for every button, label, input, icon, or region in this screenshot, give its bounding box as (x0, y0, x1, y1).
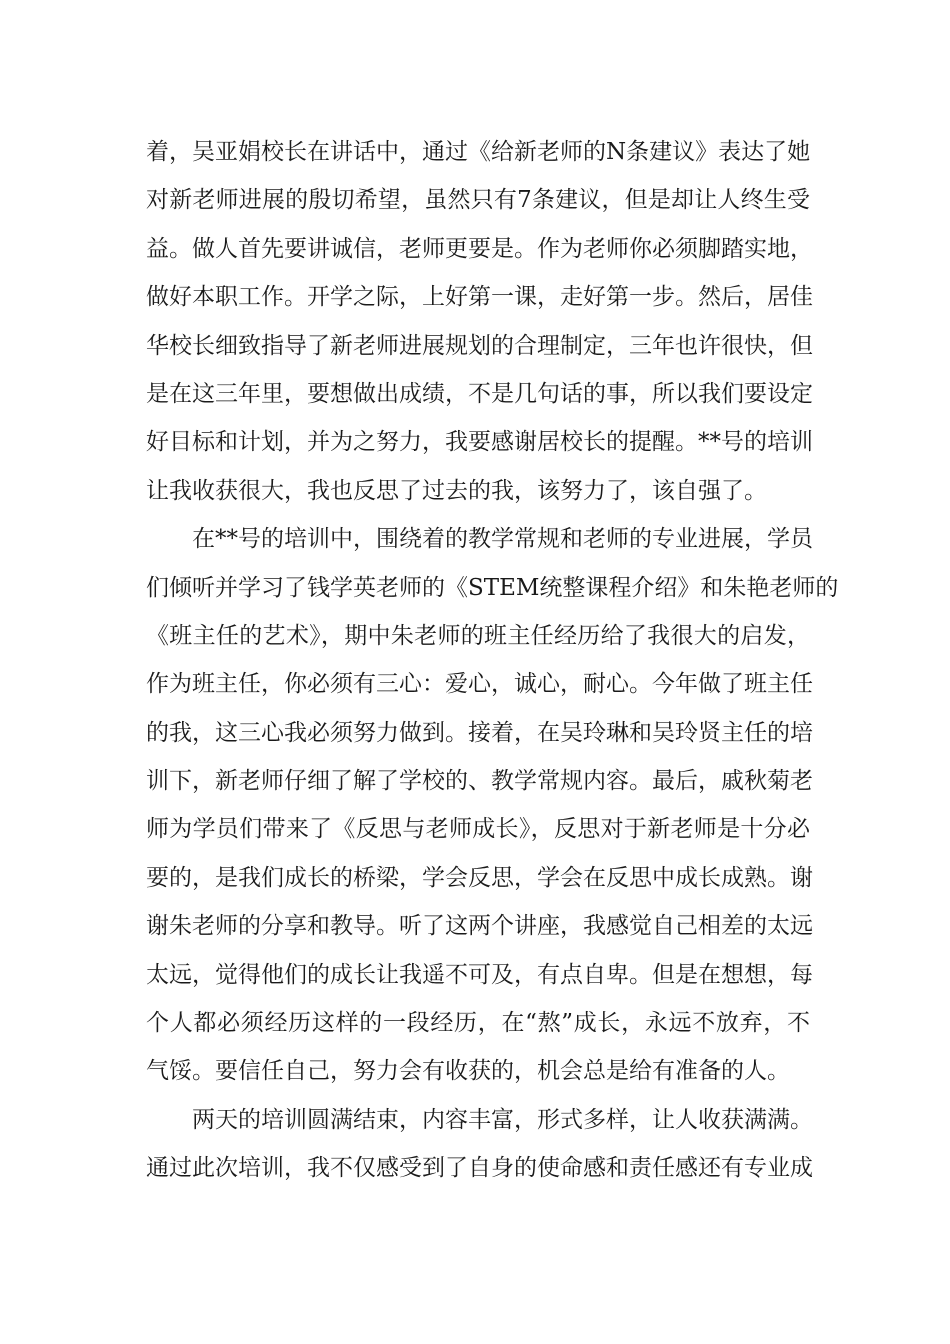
text-line: 作为班主任，你必须有三心：爱心，诚心，耐心。今年做了班主任 (146, 671, 813, 698)
text-line: 气馁。要信任自己，努力会有收获的，机会总是给有准备的人。 (146, 1058, 790, 1085)
text-line: 做好本职工作。开学之际，上好第一课，走好第一步。然后，居佳 (146, 284, 813, 311)
text-line: 个人都必须经历这样的一段经历，在“熬”成长，永远不放弃，不 (146, 1010, 810, 1037)
text-line: 是在这三年里，要想做出成绩，不是几句话的事，所以我们要设定 (146, 380, 813, 407)
paragraph-3 (146, 1096, 813, 1193)
text-line: 对新老师进展的殷切希望，虽然只有7条建议，但是却让人终生受 (146, 187, 810, 214)
body-text (146, 128, 839, 1193)
paragraph-1 (146, 128, 813, 515)
text-line: 在**号的培训中，围绕着的教学常规和老师的专业进展，学员 (192, 526, 813, 553)
text-line: 着，吴亚娟校长在讲话中，通过《给新老师的N条建议》表达了她 (146, 139, 811, 165)
paragraph-2 (146, 515, 839, 1096)
text-line: 训下，新老师仔细了解了学校的、教学常规内容。最后，戚秋菊老 (146, 768, 813, 795)
text-line: 通过此次培训，我不仅感受到了自身的使命感和责任感还有专业成 (146, 1155, 813, 1182)
text-line: 谢朱老师的分享和教导。听了这两个讲座，我感觉自己相差的太远 (146, 913, 813, 940)
text-line: 要的，是我们成长的桥梁，学会反思，学会在反思中成长成熟。谢 (146, 864, 813, 891)
text-line: 的我，这三心我必须努力做到。接着，在吴玲琳和吴玲贤主任的培 (146, 719, 813, 746)
text-line: 师为学员们带来了《反思与老师成长》，反思对于新老师是十分必 (146, 816, 810, 843)
text-line: 们倾听并学习了钱学英老师的《STEM统整课程介绍》和朱艳老师的 (146, 574, 839, 601)
text-line: 太远，觉得他们的成长让我遥不可及，有点自卑。但是在想想，每 (146, 961, 813, 988)
text-line: 两天的培训圆满结束，内容丰富，形式多样，让人收获满满。 (192, 1106, 813, 1133)
text-line: 让我收获很大，我也反思了过去的我，该努力了，该自强了。 (146, 477, 767, 504)
text-line: 华校长细致指导了新老师进展规划的合理制定，三年也许很快，但 (146, 332, 813, 359)
text-line: 《班主任的艺术》，期中朱老师的班主任经历给了我很大的启发， (146, 622, 810, 649)
text-line: 好目标和计划，并为之努力，我要感谢居校长的提醒。**号的培训 (146, 429, 813, 456)
text-line: 益。做人首先要讲诚信，老师更要是。作为老师你必须脚踏实地， (146, 235, 813, 262)
